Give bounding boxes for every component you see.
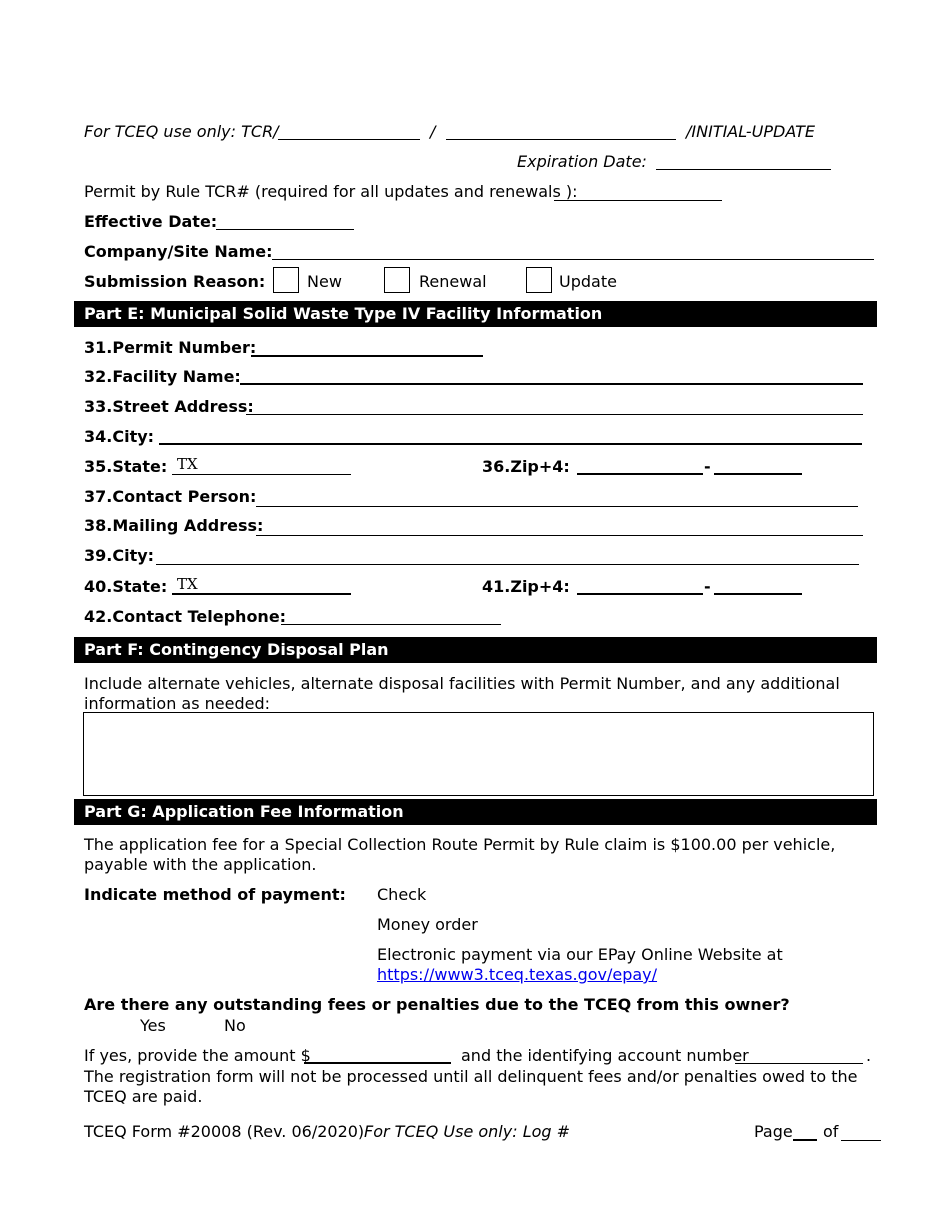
outstanding-yes-option[interactable]: Yes: [140, 1016, 166, 1035]
street-address-label: 33.Street Address:: [84, 397, 254, 416]
permit-number-label: 31.Permit Number:: [84, 338, 257, 357]
renewal-label: Renewal: [419, 272, 487, 291]
zip-dash: -: [704, 457, 711, 476]
part-g-header: Part G: Application Fee Information: [74, 799, 877, 825]
state-value[interactable]: TX: [177, 455, 198, 473]
part-f-instructions: Include alternate vehicles, alternate disposal facilities with Permit Number, and any additional information as needed:: [84, 674, 840, 713]
page-total-field[interactable]: [841, 1140, 881, 1141]
mailing-city-field[interactable]: [156, 564, 859, 565]
log-label: For TCEQ Use only: Log #: [364, 1122, 571, 1141]
mailing-zip-plus4-field[interactable]: [714, 593, 802, 595]
account-number-label: and the identifying account number: [461, 1046, 749, 1065]
mailing-state-value[interactable]: TX: [177, 575, 198, 593]
delinquent-note: The registration form will not be processed until all delinquent fees and/or penalties owed to the TCEQ are paid.: [84, 1067, 858, 1106]
effective-date-field[interactable]: [216, 229, 354, 230]
amount-period: .: [866, 1046, 872, 1065]
city-field[interactable]: [159, 443, 862, 445]
tcr-number-field[interactable]: [278, 139, 420, 140]
tcr-suffix-field[interactable]: [446, 139, 676, 140]
part-f-header: Part F: Contingency Disposal Plan: [74, 637, 877, 663]
state-label: 35.State:: [84, 457, 168, 476]
payment-option-check[interactable]: Check: [377, 885, 427, 904]
new-checkbox[interactable]: [273, 267, 299, 293]
tceq-use-prefix: For TCEQ use only: TCR/: [84, 122, 279, 141]
outstanding-fees-question: Are there any outstanding fees or penalties due to the TCEQ from this owner?: [84, 995, 790, 1014]
mailing-state-label: 40.State:: [84, 577, 168, 596]
renewal-checkbox[interactable]: [384, 267, 410, 293]
zip-label: 36.Zip+4:: [482, 457, 570, 476]
permit-number-field[interactable]: [251, 355, 483, 357]
mailing-address-field[interactable]: [256, 535, 863, 536]
initial-update-label: /INITIAL-UPDATE: [686, 122, 816, 141]
mailing-zip-field[interactable]: [577, 593, 703, 595]
permit-tcr-label: Permit by Rule TCR# (required for all updates and renewals ):: [84, 182, 578, 201]
company-site-label: Company/Site Name:: [84, 242, 273, 261]
form-id: TCEQ Form #20008 (Rev. 06/2020): [84, 1122, 365, 1141]
fee-description: The application fee for a Special Collection Route Permit by Rule claim is $100.00 per vehicle, payable with the application.: [84, 835, 836, 874]
facility-name-label: 32.Facility Name:: [84, 367, 241, 386]
payment-option-money-order[interactable]: Money order: [377, 915, 478, 934]
submission-reason-label: Submission Reason:: [84, 272, 266, 291]
new-label: New: [307, 272, 342, 291]
zip-plus4-field[interactable]: [714, 473, 802, 475]
state-field[interactable]: [172, 474, 351, 475]
telephone-label: 42.Contact Telephone:: [84, 607, 287, 626]
part-e-header: Part E: Municipal Solid Waste Type IV Facility Information: [74, 301, 877, 327]
mailing-address-label: 38.Mailing Address:: [84, 516, 264, 535]
mailing-zip-dash: -: [704, 577, 711, 596]
contact-person-label: 37.Contact Person:: [84, 487, 257, 506]
city-label: 34.City:: [84, 427, 155, 446]
facility-name-field[interactable]: [240, 383, 863, 385]
mailing-state-field[interactable]: [172, 593, 351, 595]
account-number-field[interactable]: [735, 1063, 863, 1064]
contingency-plan-textarea[interactable]: [83, 712, 874, 796]
telephone-field[interactable]: [281, 624, 501, 625]
mailing-zip-label: 41.Zip+4:: [482, 577, 570, 596]
of-label: of: [823, 1122, 839, 1141]
expiration-date-field[interactable]: [656, 169, 831, 170]
effective-date-label: Effective Date:: [84, 212, 218, 231]
contact-person-field[interactable]: [256, 506, 858, 507]
payment-method-label: Indicate method of payment:: [84, 885, 346, 904]
tcr-slash: /: [430, 122, 436, 141]
mailing-city-label: 39.City:: [84, 546, 155, 565]
zip-field[interactable]: [577, 473, 703, 475]
company-site-field[interactable]: [272, 259, 874, 260]
amount-field[interactable]: [304, 1062, 451, 1064]
street-address-field[interactable]: [246, 414, 863, 415]
update-checkbox[interactable]: [526, 267, 552, 293]
expiration-date-label: Expiration Date:: [517, 152, 647, 171]
epay-link[interactable]: https://www3.tceq.texas.gov/epay/: [377, 965, 658, 984]
update-label: Update: [559, 272, 617, 291]
outstanding-no-option[interactable]: No: [224, 1016, 246, 1035]
amount-prefix: If yes, provide the amount $: [84, 1046, 311, 1065]
page-number-field[interactable]: [793, 1139, 817, 1141]
payment-option-epay[interactable]: Electronic payment via our EPay Online Website at: [377, 945, 783, 964]
permit-tcr-field[interactable]: [554, 200, 722, 201]
page-label: Page: [754, 1122, 793, 1141]
